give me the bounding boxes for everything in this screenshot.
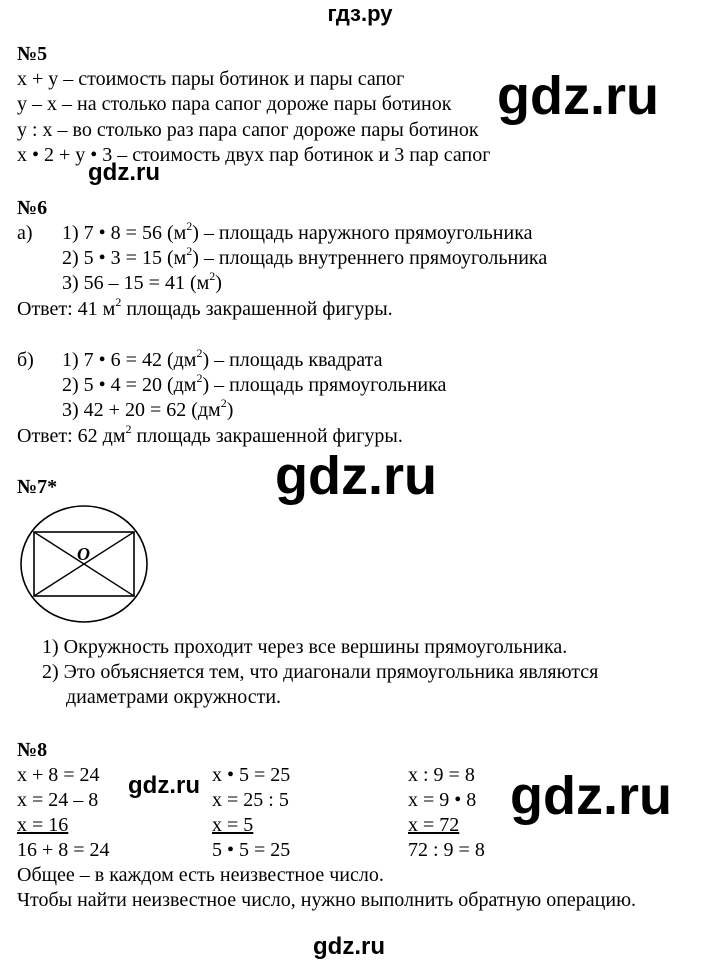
equation-check: 72 : 9 = 8 bbox=[408, 839, 485, 861]
task7-title: №7* bbox=[17, 476, 58, 498]
step-text: ) – площадь наружного прямоугольника bbox=[192, 222, 533, 244]
step-text: ) bbox=[215, 272, 222, 294]
superscript: 2 bbox=[186, 244, 193, 258]
superscript: 2 bbox=[196, 371, 203, 385]
task6b-answer bbox=[17, 424, 403, 448]
answer-text: площадь закрашенной фигуры. bbox=[131, 425, 403, 447]
task6a-step1 bbox=[62, 221, 533, 245]
equation: х • 5 = 25 bbox=[212, 764, 291, 786]
superscript: 2 bbox=[115, 295, 122, 309]
step-text: ) – площадь квадрата bbox=[202, 349, 383, 371]
task6a-label: а) bbox=[17, 222, 33, 244]
step-text: 3) 56 – 15 = 41 (м bbox=[62, 272, 210, 294]
task8-title: №8 bbox=[17, 739, 48, 761]
step-text: 2) 5 • 4 = 20 (дм bbox=[62, 374, 197, 396]
superscript: 2 bbox=[186, 219, 193, 233]
watermark: gdz.ru bbox=[497, 66, 659, 126]
watermark: gdz.ru bbox=[275, 446, 437, 506]
watermark: gdz.ru bbox=[128, 772, 200, 799]
superscript: 2 bbox=[209, 269, 216, 283]
answer-text: Ответ: 41 м bbox=[17, 298, 116, 320]
task6b-label: б) bbox=[17, 349, 34, 371]
task5-title: №5 bbox=[17, 43, 48, 65]
task5-line: у – х – на столько пара сапог дороже пары ботинок bbox=[17, 93, 452, 115]
task6b-step3 bbox=[62, 398, 233, 422]
answer-text: Ответ: 62 дм bbox=[17, 425, 126, 447]
equation-check: 5 • 5 = 25 bbox=[212, 839, 291, 861]
task6a-step2 bbox=[62, 246, 547, 270]
step-text: 1) 7 • 8 = 56 (м bbox=[62, 222, 187, 244]
center-label: О bbox=[77, 544, 90, 564]
task5-line: у : х – во столько раз пара сапог дороже пары ботинок bbox=[17, 119, 479, 141]
equation-answer: х = 5 bbox=[212, 814, 254, 836]
step-text: 1) 7 • 6 = 42 (дм bbox=[62, 349, 197, 371]
equation-answer: х = 72 bbox=[408, 814, 460, 836]
equation: х : 9 = 8 bbox=[408, 764, 475, 786]
equation: х = 25 : 5 bbox=[212, 789, 289, 811]
equation: х = 24 – 8 bbox=[17, 789, 99, 811]
task7-point: 2) Это объясняется тем, что диагонали прямоугольника являются bbox=[42, 661, 599, 683]
task5-line: х • 2 + у • 3 – стоимость двух пар ботинок и 3 пар сапог bbox=[17, 144, 491, 166]
answer-text: площадь закрашенной фигуры. bbox=[121, 298, 393, 320]
task8-conclusion: Чтобы найти неизвестное число, нужно выполнить обратную операцию. bbox=[17, 889, 637, 911]
task6b-step1 bbox=[62, 348, 383, 372]
superscript: 2 bbox=[125, 422, 132, 436]
watermark: gdz.ru bbox=[88, 159, 160, 186]
task5-line: х + у – стоимость пары ботинок и пары сапог bbox=[17, 68, 405, 90]
task7-point: диаметрами окружности. bbox=[66, 686, 282, 708]
task6a-step3 bbox=[62, 271, 222, 295]
superscript: 2 bbox=[196, 346, 203, 360]
task6b-step2 bbox=[62, 373, 446, 397]
task7-point: 1) Окружность проходит через все вершины прямоугольника. bbox=[42, 636, 568, 658]
watermark: gdz.ru bbox=[510, 766, 672, 826]
circle-rectangle-diagram bbox=[8, 500, 168, 630]
equation-check: 16 + 8 = 24 bbox=[17, 839, 110, 861]
task6-title: №6 bbox=[17, 197, 48, 219]
step-text: ) bbox=[226, 399, 234, 421]
step-text: 2) 5 • 3 = 15 (м bbox=[62, 247, 187, 269]
equation: х = 9 • 8 bbox=[408, 789, 477, 811]
step-text: ) – площадь внутреннего прямоугольника bbox=[192, 247, 548, 269]
step-text: ) – площадь прямоугольника bbox=[202, 374, 447, 396]
step-text: 3) 42 + 20 = 62 (дм bbox=[62, 399, 221, 421]
equation-answer: х = 16 bbox=[17, 814, 69, 836]
superscript: 2 bbox=[220, 396, 227, 410]
site-title: гдз.ру bbox=[327, 1, 393, 26]
task6a-answer bbox=[17, 297, 393, 321]
task8-conclusion: Общее – в каждом есть неизвестное число. bbox=[17, 864, 384, 886]
equation: х + 8 = 24 bbox=[17, 764, 100, 786]
watermark: gdz.ru bbox=[313, 933, 385, 960]
